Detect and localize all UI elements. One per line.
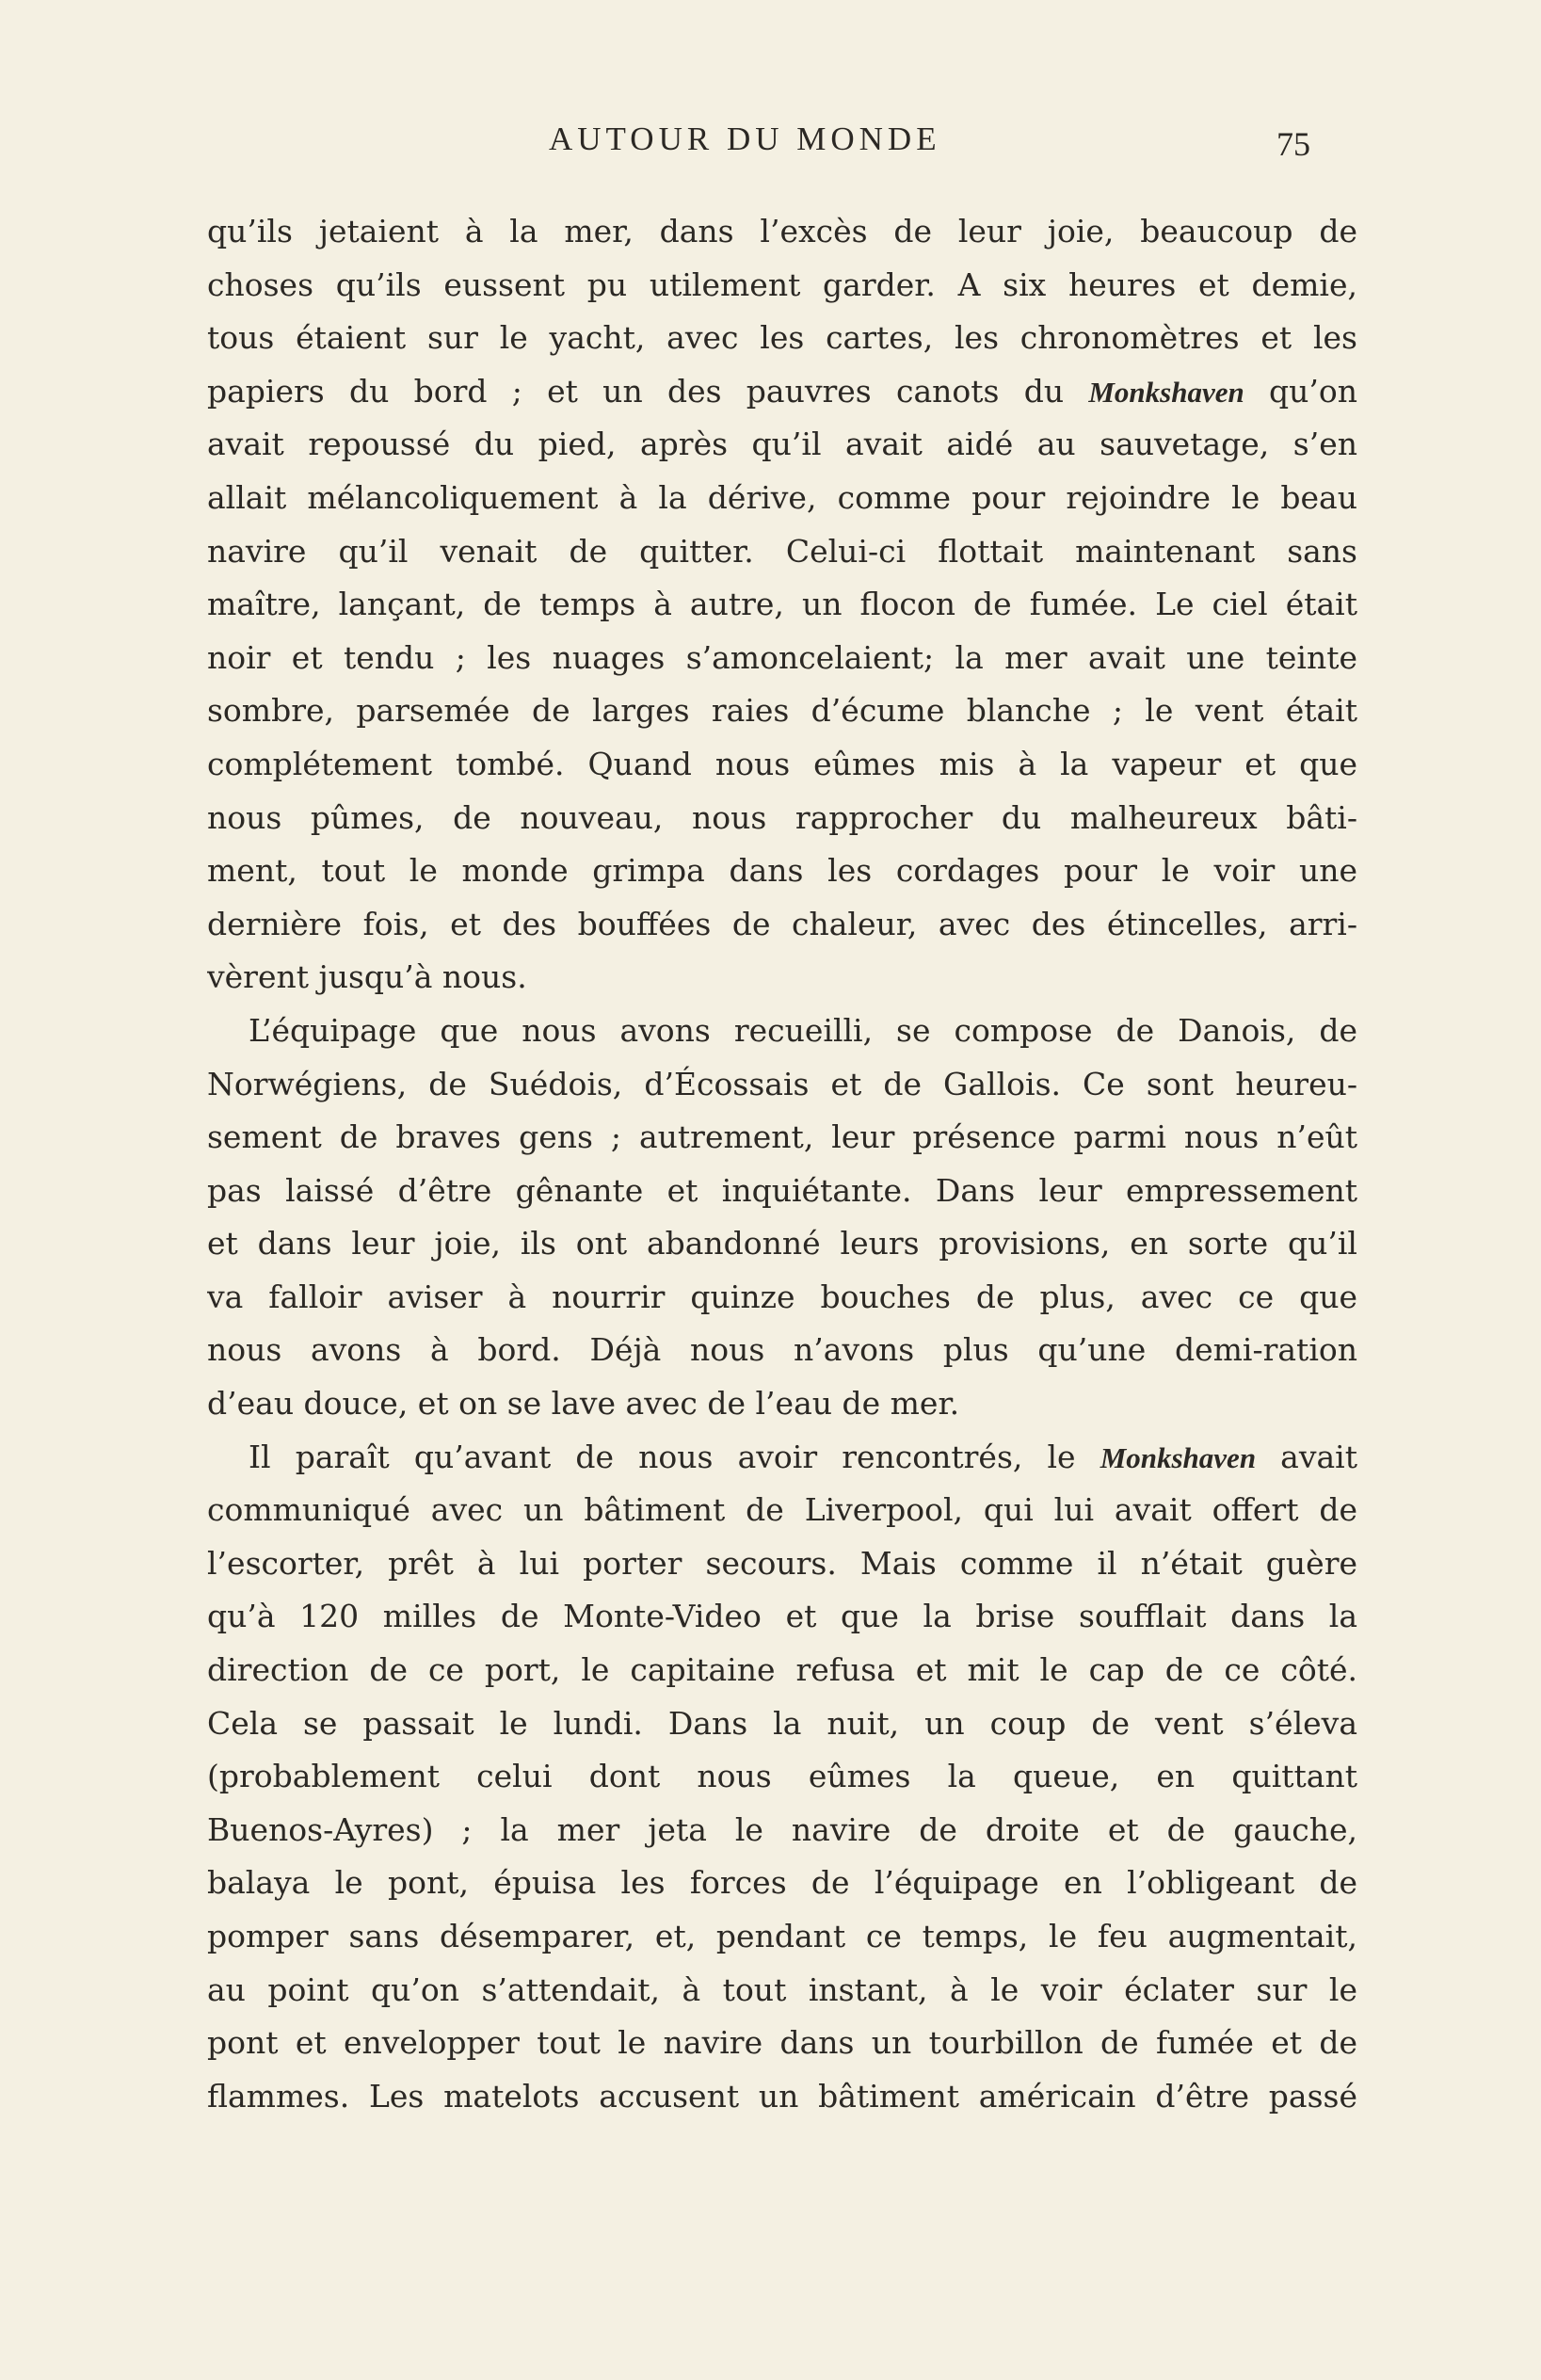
- text-line: [207, 1697, 1357, 1751]
- text-segment: direction de ce port, le capitaine refusa et mit le cap de ce côté.: [207, 1651, 1357, 1689]
- text-line: [207, 1910, 1357, 1964]
- body-text: [207, 205, 1357, 2123]
- text-line: [207, 1324, 1357, 1377]
- text-segment: avait repoussé du pied, après qu’il avait aidé au sauvetage, s’en: [207, 426, 1357, 463]
- text-line: [207, 1590, 1357, 1644]
- text-line: [207, 951, 1357, 1005]
- text-segment: Il paraît qu’avant de nous avoir rencontrés, le: [249, 1438, 1100, 1475]
- text-line: [207, 1217, 1357, 1271]
- text-line: [207, 312, 1357, 365]
- text-segment: sombre, parsemée de larges raies d’écume blanche ; le vent était: [207, 692, 1357, 730]
- text-segment: sement de braves gens ; autrement, leur présence parmi nous n’eût: [207, 1118, 1357, 1156]
- text-line: [207, 525, 1357, 579]
- text-segment: allait mélancoliquement à la dérive, comme pour rejoindre le beau: [207, 478, 1357, 516]
- text-line: [207, 1165, 1357, 1218]
- text-segment: l’escorter, prêt à lui porter secours. Mais comme il n’était guère: [207, 1544, 1357, 1582]
- text-segment: tous étaient sur le yacht, avec les cartes, les chronomètres et les: [207, 319, 1357, 357]
- text-segment: et dans leur joie, ils ont abandonné leurs provisions, en sorte qu’il: [207, 1225, 1357, 1262]
- text-line: [207, 578, 1357, 632]
- text-segment: va falloir aviser à nourrir quinze bouches de plus, avec ce que: [207, 1278, 1357, 1315]
- text-segment: noir et tendu ; les nuages s’amoncelaient; la mer avait une teinte: [207, 638, 1357, 676]
- ship-name-italic: Monkshaven: [1100, 1440, 1257, 1474]
- text-line: [207, 1431, 1357, 1485]
- ship-name-italic: Monkshaven: [1088, 375, 1244, 409]
- text-segment: nous pûmes, de nouveau, nous rapprocher du malheureux bâti-: [207, 798, 1357, 836]
- text-line: [207, 259, 1357, 313]
- text-segment: communiqué avec un bâtiment de Liverpool, qui lui avait offert de: [207, 1491, 1357, 1529]
- text-segment: ment, tout le monde grimpa dans les cordages pour le voir une: [207, 852, 1357, 890]
- text-line: [207, 684, 1357, 738]
- text-line: [207, 2017, 1357, 2070]
- text-line: [207, 632, 1357, 685]
- page-number: 75: [1276, 125, 1310, 163]
- text-line: [207, 2070, 1357, 2124]
- text-segment: balaya le pont, épuisa les forces de l’équipage en l’obligeant de: [207, 1864, 1357, 1902]
- text-segment: au point qu’on s’attendait, à tout instant, à le voir éclater sur le: [207, 1970, 1357, 2008]
- text-segment: Cela se passait le lundi. Dans la nuit, un coup de vent s’éleva: [207, 1704, 1357, 1742]
- text-segment: maître, lançant, de temps à autre, un flocon de fumée. Le ciel était: [207, 586, 1357, 623]
- text-line: [207, 738, 1357, 792]
- text-segment: navire qu’il venait de quitter. Celui-ci flottait maintenant sans: [207, 532, 1357, 570]
- text-line: [207, 1857, 1357, 1910]
- text-line: [207, 898, 1357, 952]
- text-segment: d’eau douce, et on se lave avec de l’eau de mer.: [207, 1385, 960, 1423]
- text-line: [207, 1484, 1357, 1537]
- running-head: AUTOUR DU MONDE: [549, 121, 941, 157]
- text-segment: complétement tombé. Quand nous eûmes mis à la vapeur et que: [207, 745, 1357, 782]
- text-segment: choses qu’ils eussent pu utilement garder. A six heures et demie,: [207, 265, 1357, 303]
- text-segment: qu’à 120 milles de Monte-Video et que la brise soufflait dans la: [207, 1598, 1357, 1635]
- text-segment: flammes. Les matelots accusent un bâtiment américain d’être passé: [207, 2077, 1357, 2115]
- text-line: [207, 1058, 1357, 1112]
- text-segment: pas laissé d’être gênante et inquiétante. Dans leur empressement: [207, 1171, 1357, 1209]
- text-line: [207, 1750, 1357, 1804]
- text-segment: (probablement celui dont nous eûmes la queue, en quittant: [207, 1758, 1357, 1795]
- text-line: [207, 1271, 1357, 1325]
- text-line: [207, 418, 1357, 472]
- text-segment: pont et envelopper tout le navire dans un tourbillon de fumée et de: [207, 2024, 1357, 2062]
- text-segment: qu’on: [1244, 372, 1357, 410]
- text-line: [207, 792, 1357, 845]
- text-segment: vèrent jusqu’à nous.: [207, 958, 527, 996]
- text-segment: Norwégiens, de Suédois, d’Écossais et de Gallois. Ce sont heureu-: [207, 1065, 1357, 1102]
- text-segment: L’équipage que nous avons recueilli, se compose de Danois, de: [249, 1011, 1357, 1049]
- text-segment: pomper sans désemparer, et, pendant ce temps, le feu augmentait,: [207, 1918, 1357, 1954]
- text-line: [207, 1964, 1357, 2018]
- text-segment: avait: [1256, 1438, 1357, 1475]
- text-segment: Buenos-Ayres) ; la mer jeta le navire de droite et de gauche,: [207, 1810, 1357, 1848]
- text-line: [207, 1804, 1357, 1857]
- text-segment: nous avons à bord. Déjà nous n’avons plus qu’une demi-ration: [207, 1331, 1357, 1369]
- text-segment: qu’ils jetaient à la mer, dans l’excès de leur joie, beaucoup de: [207, 213, 1357, 249]
- text-line: [207, 1005, 1357, 1058]
- text-line: [207, 1644, 1357, 1697]
- text-line: [207, 844, 1357, 898]
- text-line: [207, 1377, 1357, 1431]
- text-line: [207, 472, 1357, 525]
- text-line: [207, 1537, 1357, 1591]
- text-line: [207, 1111, 1357, 1165]
- text-line: [207, 365, 1357, 419]
- text-line: [207, 205, 1357, 259]
- text-segment: dernière fois, et des bouffées de chaleur, avec des étincelles, arri-: [207, 905, 1357, 942]
- text-segment: papiers du bord ; et un des pauvres canots du: [207, 372, 1089, 410]
